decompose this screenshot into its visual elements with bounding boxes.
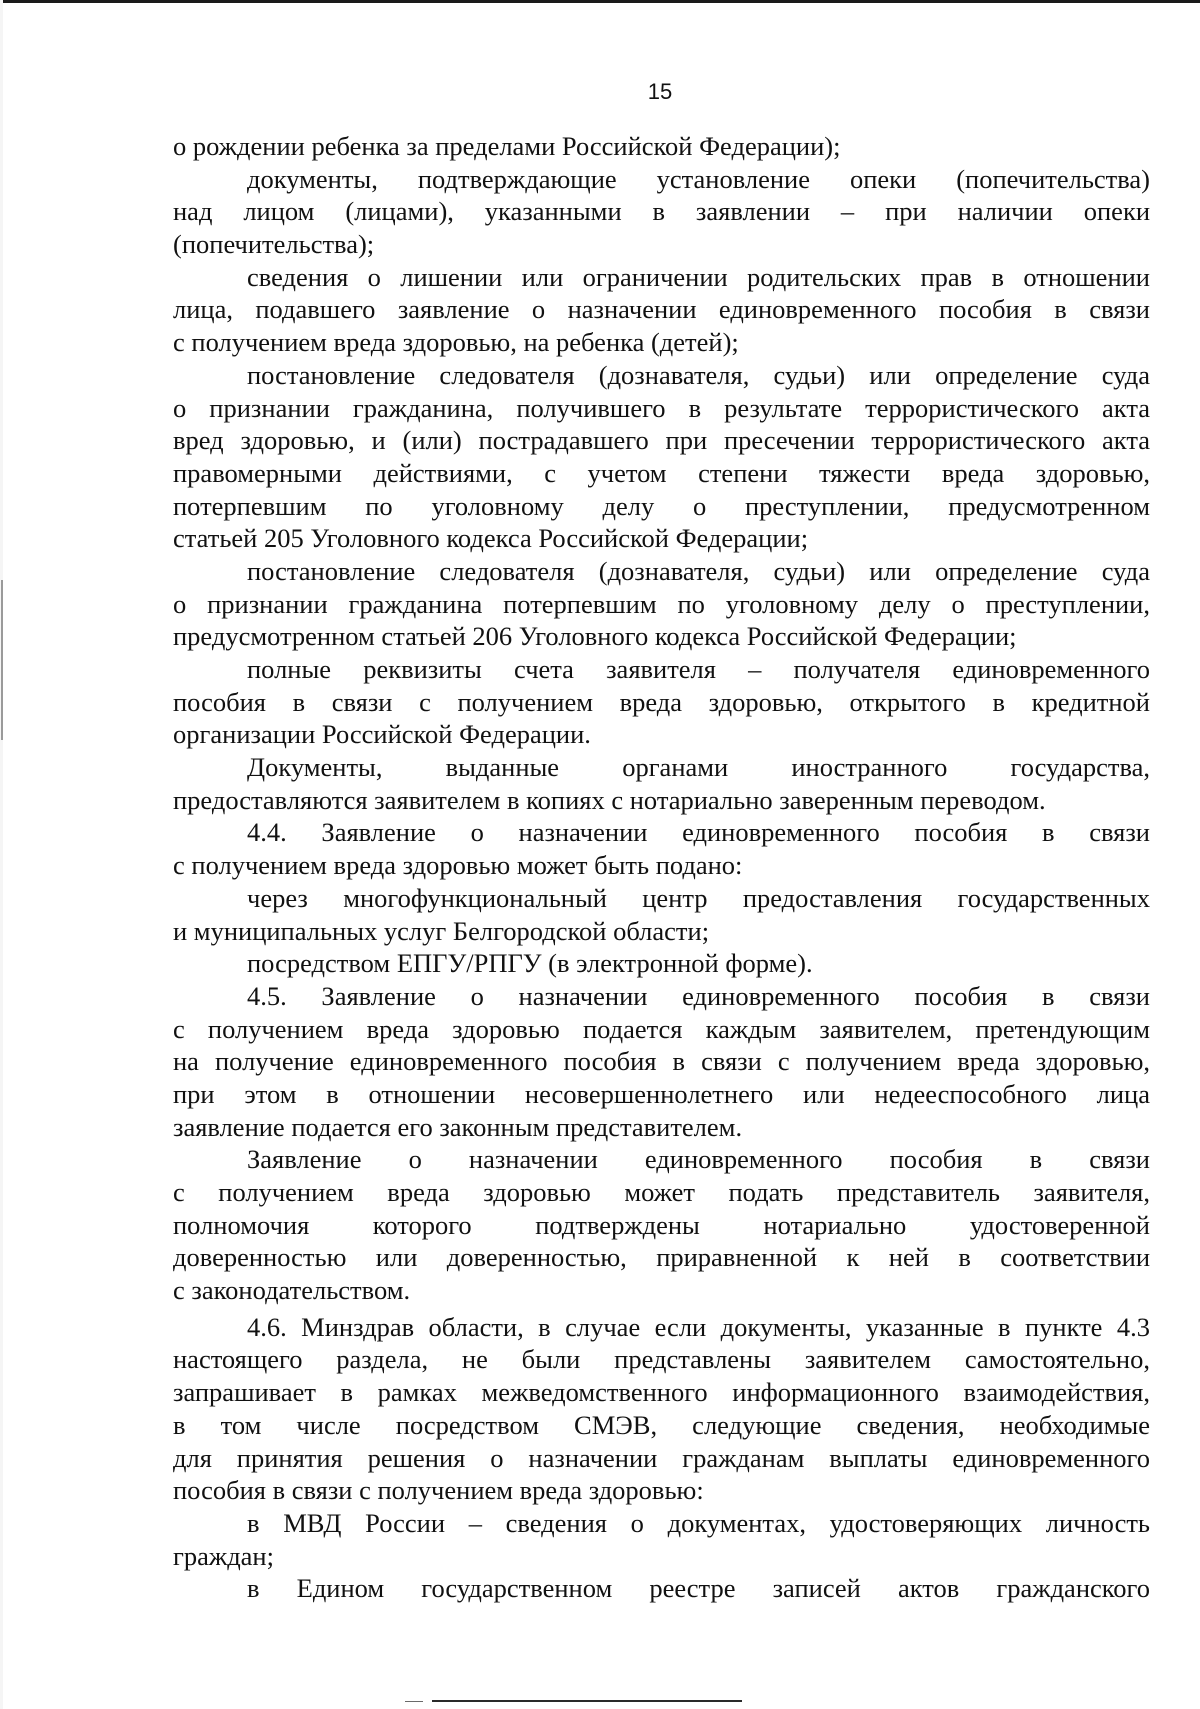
text-line: сведения о лишении или ограничении родительских прав в отношении bbox=[247, 261, 1150, 292]
text-line: и муниципальных услуг Белгородской области; bbox=[173, 915, 710, 946]
text-line: посредством ЕПГУ/РПГУ (в электронной форме). bbox=[247, 948, 813, 979]
text-line: (попечительства); bbox=[173, 229, 375, 260]
text-line: Заявление о назначении единовременного пособия в связи bbox=[247, 1144, 1150, 1175]
text-line: 4.5. Заявление о назначении единовременного пособия в связи bbox=[247, 980, 1150, 1011]
text-line: вред здоровью, и (или) пострадавшего при пресечении террористического акта bbox=[173, 425, 1150, 456]
text-line: полные реквизиты счета заявителя – получателя единовременного bbox=[247, 654, 1150, 684]
text-line: постановление следователя (дознавателя, судьи) или определение суда bbox=[247, 359, 1150, 390]
scan-mark-bottom-small bbox=[405, 1701, 423, 1702]
text-line: организации Российской Федерации. bbox=[173, 719, 591, 750]
text-line: граждан; bbox=[173, 1540, 274, 1571]
text-line: предоставляются заявителем в копиях с нотариально заверенным переводом. bbox=[173, 784, 1046, 815]
text-line: полномочия которого подтверждены нотариально удостоверенной bbox=[173, 1209, 1150, 1240]
text-line: настоящего раздела, не были представлены заявителем самостоятельно, bbox=[173, 1344, 1150, 1375]
text-line: предусмотренном статьей 206 Уголовного кодекса Российской Федерации; bbox=[173, 621, 1017, 652]
text-line: 4.4. Заявление о назначении единовременного пособия в связи bbox=[247, 817, 1150, 848]
text-line: о признании гражданина, получившего в результате террористического акта bbox=[173, 392, 1150, 423]
text-line: Документы, выданные органами иностранного государства, bbox=[247, 752, 1150, 783]
text-line: о признании гражданина потерпевшим по уголовному делу о преступлении, bbox=[173, 588, 1150, 619]
text-line: с получением вреда здоровью может быть подано: bbox=[173, 850, 743, 881]
text-line: запрашивает в рамках межведомственного информационного взаимодействия, bbox=[173, 1377, 1150, 1408]
text-line: лица, подавшего заявление о назначении единовременного пособия в связи bbox=[173, 294, 1150, 325]
scan-edge-top bbox=[0, 0, 1200, 3]
text-line: документы, подтверждающие установление опеки (попечительства) bbox=[247, 163, 1150, 194]
text-line: в Едином государственном реестре записей актов гражданского bbox=[247, 1573, 1150, 1604]
text-line: с получением вреда здоровью подается каждым заявителем, претендующим bbox=[173, 1013, 1150, 1044]
text-line: в МВД России – сведения о документах, удостоверяющих личность bbox=[247, 1507, 1150, 1538]
text-line: постановление следователя (дознавателя, судьи) или определение суда bbox=[247, 555, 1150, 586]
scan-mark-bottom bbox=[432, 1700, 742, 1702]
text-line: с законодательством. bbox=[173, 1275, 411, 1306]
text-line: заявление подается его законным представителем. bbox=[173, 1111, 743, 1142]
document-body bbox=[173, 130, 1150, 1605]
text-line: через многофункциональный центр предоставления государственных bbox=[247, 882, 1150, 913]
text-line: над лицом (лицами), указанными в заявлении – при наличии опеки bbox=[173, 196, 1150, 227]
text-line: пособия в связи с получением вреда здоровью: bbox=[173, 1475, 704, 1506]
scan-mark-left bbox=[1, 580, 3, 740]
text-line: статьей 205 Уголовного кодекса Российской Федерации; bbox=[173, 523, 809, 554]
text-line: на получение единовременного пособия в связи с получением вреда здоровью, bbox=[173, 1046, 1150, 1077]
text-line: для принятия решения о назначении гражданам выплаты единовременного bbox=[173, 1442, 1150, 1473]
text-line: 4.6. Минздрав области, в случае если документы, указанные в пункте 4.3 bbox=[247, 1311, 1150, 1342]
text-line: о рождении ребенка за пределами Российской Федерации); bbox=[173, 131, 841, 161]
text-line: при этом в отношении несовершеннолетнего или недееспособного лица bbox=[173, 1078, 1150, 1109]
text-line: в том числе посредством СМЭВ, следующие сведения, необходимые bbox=[173, 1409, 1150, 1440]
text-line: пособия в связи с получением вреда здоровью, открытого в кредитной bbox=[173, 686, 1150, 717]
text-line: с получением вреда здоровью может подать представитель заявителя, bbox=[173, 1177, 1150, 1207]
scan-edge-left bbox=[0, 0, 3, 1709]
text-line: потерпевшим по уголовному делу о преступлении, предусмотренном bbox=[173, 490, 1150, 521]
text-line: правомерными действиями, с учетом степени тяжести вреда здоровью, bbox=[173, 457, 1150, 488]
text-line: с получением вреда здоровью, на ребенка (детей); bbox=[173, 327, 739, 358]
page-number: 15 bbox=[647, 79, 673, 104]
text-line: доверенностью или доверенностью, приравненной к ней в соответствии bbox=[173, 1242, 1150, 1273]
